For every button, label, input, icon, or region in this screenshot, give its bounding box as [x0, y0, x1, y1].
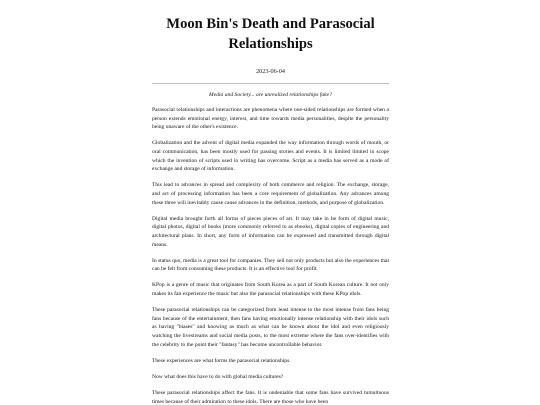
article-date: 2023-06-04 — [256, 68, 285, 75]
paragraph-5: In status quo, media is a great tool for companies. They sell not only products but also the experiences that can be felt from consuming these products. It is an effective tool for profit. — [152, 257, 389, 273]
article — [152, 14, 389, 405]
divider — [152, 83, 389, 84]
paragraph-10: These parasocial relationships affect the fans. It is undeniable that some fans have survived tumultuous times because of their admiration to these idols. There are those who have been — [152, 390, 389, 405]
paragraph-4: Digital media brought forth all forms of pieces pieces of art. It may take in he form of digital music, digital photos, digital of books (more commonly referred to as ebooks), digital copies of engineering and architectural plans. In short, any form of information can be expressed and transmitted through digital means. — [152, 215, 389, 248]
article-subtitle: Media and Society... are unrealized relationships fake? — [209, 92, 332, 98]
paragraph-7: These parasocial relationships can be categorized from least intense to the most intense from fans being fans because of the entertainment, then fans having emotionally intense relationship with their idols such as having "biases" and knowing as much as what can be known about the idol and even religiously watching the livestreams and social media posts, to the most extreme where the fans over-identifies with the celebrity to the point their "fantasy" has become uncontrollable behavior. — [152, 307, 389, 348]
paragraph-2: Globalization and the advent of digital media expanded the way information through words of mouth, or oral communication, has been mostly used for passing stories and events. It is limited limited in scope which the invention of scripts used in writing has overcome. Script as a media has served as a mode of exchange and storage of information. — [152, 140, 389, 173]
paragraph-3: This lead to advances in spread and complexity of both commerce and religion. The exchange, storage, and act of processing information has been a core requirement of globalization. Any advances among these three will inevitably cause cause advances in the definition, methods, and purpose of globalization. — [152, 182, 389, 206]
paragraph-8: These experiences are what forms the parasocial relationships. — [152, 357, 291, 364]
paragraph-6: KPop is a genre of music that originates from South Korea as a part of South Korean culture. It not only makes its fan experience the music but also the parasocial relationships with these KPop idols. — [152, 282, 389, 298]
paragraph-9: Now what does this have to do with global media cultures? — [152, 374, 284, 380]
paragraph-1: Parasocial relationships and interactions are phenomena where one-sided relationships are formed when a person extends emotional energy, interest, and time towards media personalities, despite the personality being unaware of the other's existence. — [152, 107, 389, 131]
article-title: Moon Bin's Death and Parasocial Relationships — [166, 16, 375, 52]
